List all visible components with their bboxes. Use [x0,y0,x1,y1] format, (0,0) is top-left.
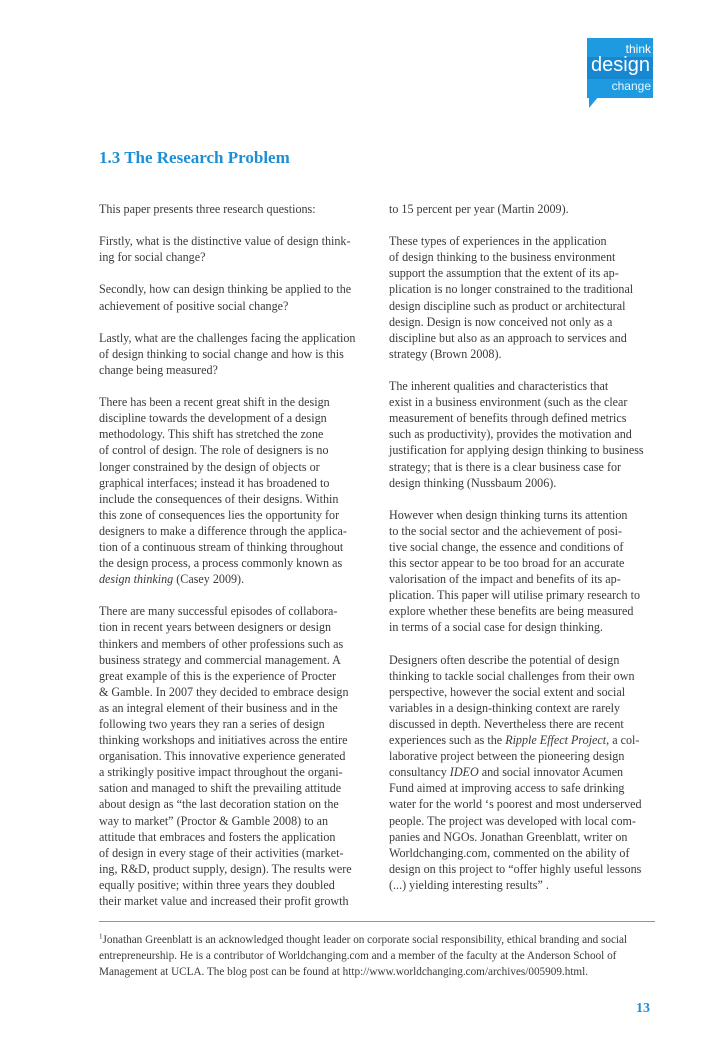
think-design-change-logo [587,38,655,108]
logo-think: think [625,42,651,56]
paragraph: to 15 percent per year (Martin 2009). [389,202,569,216]
ripple-line: experiences such as the Ripple Effect Project, a col- [389,733,640,748]
section-heading: 1.3 The Research Problem [99,148,290,167]
paragraph: Secondly, how can design thinking be applied to the achievement of positive social change? [99,282,352,313]
left-column [99,201,369,925]
paragraph: Firstly, what is the distinctive value of design think- ing for social change? [99,234,351,265]
paragraph: This paper presents three research questions: [99,202,316,216]
footnote: $^1$Jonathan Greenblatt is an acknowledged thought leader on corporate social responsibility, ethical branding and social entrepreneurship. He is a contributor of Worldchanging.com and a member of the faculty at the Anderson School of Management at UCLA. The blog post can be found at http://www.worldchanging.com/archives/005909.html. [99,932,628,979]
paragraph: However when design thinking turns its attention to the social sector and the achievement of posi- tive social change, the essence and conditions of this sector appear to be too broad for an accurate valorisation of the impact and benefits of its ap- plication. This paper will utilise primary research to explore whether these benefits are being measured in terms of a social case for design thinking. [389,507,640,635]
paragraph: There are many successful episodes of collabora- tion in recent years between designers or design thinkers and members of other professions such as business strategy and commercial management. A great example of this is the experience of Procter & Gamble. In 2007 they decided to embrace design as an integral element of their business and in the following two years they ran a series of design thinking workshops and initiatives across the entire organisation. This innovative experience generated a strikingly positive impact throughout the organi- sation and managed to shift the prevailing attitude about design as “the last decoration station on the way to market” (Proctor & Gamble 2008) to an attitude that embraces and fosters the application of design in every stage of their activities (market- ing, R&D, product supply, design). The results were equally positive; within three years they doubled their market value and increased their profit growth [99,604,352,909]
paragraph: The inherent qualities and characteristics that exist in a business environment (such as the clear measurement of benefits through defined metrics such as productivity), provides the motivation and justification for applying design thinking to business strategy; that is there is a clear business case for design thinking (Nussbaum 2006). [389,379,644,490]
footnote-marker: 1 [99,932,103,941]
logo-design: design [591,54,650,76]
citation-line: design thinking (Casey 2009). [99,572,245,587]
footnote-divider [99,921,655,922]
ideo-line: consultancy IDEO and social innovator Acumen [389,765,624,780]
paragraph: There has been a recent great shift in the design discipline towards the development of a design methodology. This shift has stretched the zone of control of design. The role of designers is no longer constrained by the design of objects or graphical interfaces; instead it has broadened to include the consequences of their designs. Within this zone of consequences lies the opportunity for designers to make a difference through the applica- tion of a continuous stream of thinking throughout the design process, a process commonly known as design thinking (Casey 2009). [99,394,369,587]
logo-speech-tail [589,96,599,108]
logo-change: change [611,79,651,93]
paragraph: These types of experiences in the application of design thinking to the business environment support the assumption that the extent of its ap- plication is no longer constrained to the traditional design discipline such as product or architectural design. Design is now conceived not only as a discipline but also as an approach to services and strategy (Brown 2008). [389,234,634,361]
right-column [389,201,657,909]
page-number: 13 [636,1001,650,1016]
paragraph: Designers often describe the potential of design thinking to tackle social challenges from their own perspective, however the social extent and social variables in a design-thinking context are rarely discussed in depth. Nevertheless there are recent experiences such as the Ripple Effect Project, a col- laborative project between the pioneering design consultancy IDEO and social innovator Acumen Fund aimed at improving access to safe drinking water for the world ‘s poorest and most underserved people. The project was developed with local com- panies and NGOs. Jonathan Greenblatt, writer on Worldchanging.com, commented on the ability of design on this project to “offer highly useful lessons (...) yielding interesting results” . [389,652,657,893]
paragraph: Lastly, what are the challenges facing the application of design thinking to social change and how is this change being measured? [99,330,356,377]
